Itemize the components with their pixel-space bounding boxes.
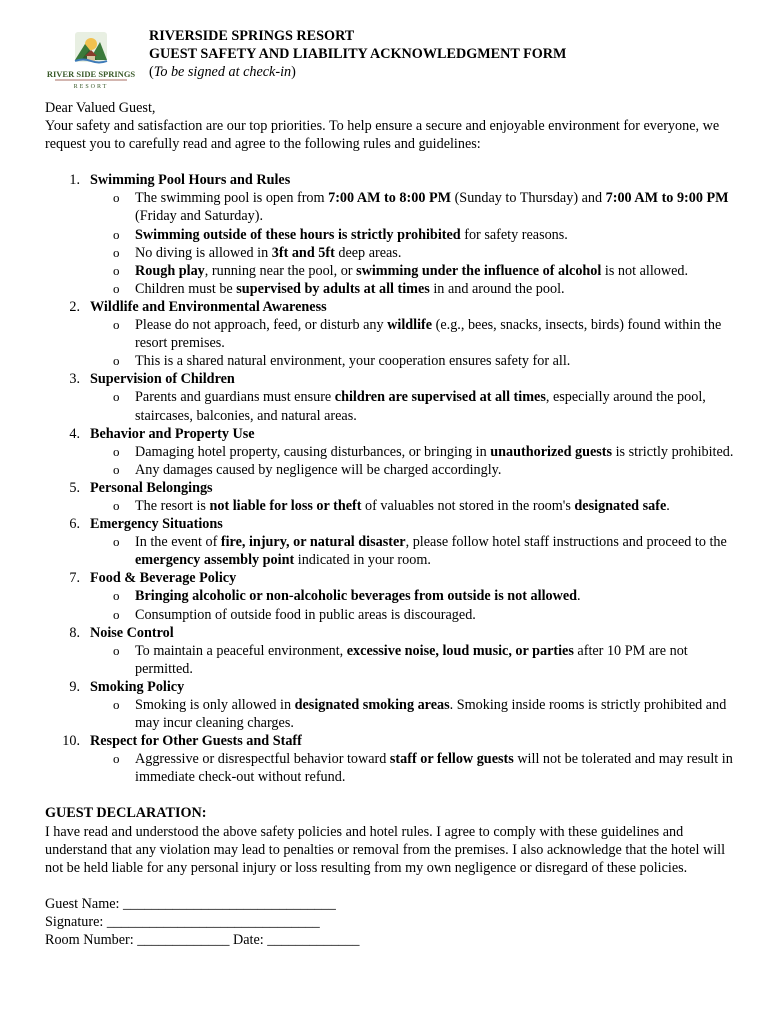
resort-logo [45,30,137,92]
rule-item [45,370,735,424]
rule-number: 1. [69,172,80,189]
body-text: in and around the pool. [429,280,565,297]
rule-subitem [90,316,735,352]
emphasis-text: Swimming outside of these hours is strictly prohibited [135,226,461,243]
rule-item [45,678,735,732]
emphasis-text: excessive noise, loud music, or parties [346,642,574,659]
declaration-title: GUEST DECLARATION: [45,805,207,822]
rule-item [45,298,735,370]
emphasis-text: fire, injury, or natural disaster [220,534,406,551]
rule-sublist [90,443,735,479]
emphasis-text: unauthorized guests [490,443,613,460]
form-note-italic: To be signed at check-in [153,64,292,80]
body-text: , running near the pool, or [204,262,357,279]
body-text: . Smoking inside rooms is strictly prohibited and may incur cleaning charges. [135,697,727,732]
emphasis-text: 7:00 AM to 9:00 PM [605,190,729,207]
rule-subitem [90,280,735,298]
bullet-icon: o [113,262,120,278]
declaration-body: I have read and understood the above safety policies and hotel rules. I agree to comply with these guidelines and understand that any violation may lead to penalties or removal from the premises. I also acknowledge that the hotel will not be held liable for any personal injury or loss resulting from my own negligence or disregard of these policies. [45,823,726,876]
emphasis-text: children are supervised at all times [334,389,546,406]
body-text: Damaging hotel property, causing disturbances, or bringing in [135,443,491,460]
bullet-icon: o [113,244,120,260]
body-text: Any damages caused by negligence will be charged accordingly. [135,461,502,478]
guest-declaration [45,804,735,876]
body-text: is not allowed. [601,262,689,279]
body-text: of valuables not stored in the room's [361,497,575,514]
rule-number: 3. [69,371,80,388]
body-text: (e.g., bees, snacks, insects, birds) found within the resort premises. [135,317,722,352]
body-text: will not be tolerated and may result in immediate check-out without refund. [135,751,733,786]
rule-subitem [90,533,735,569]
rule-sublist [90,587,735,623]
bullet-icon: o [113,226,120,242]
rule-subitem [90,226,735,244]
rule-number: 5. [69,479,80,496]
emphasis-text: Rough play [135,262,205,279]
rule-number: 6. [69,516,80,533]
document-page [45,27,735,949]
body-text: The swimming pool is open from [135,190,329,207]
rule-sublist [90,750,735,786]
emphasis-text: designated safe [574,497,667,514]
logo-subtext: RESORT [73,84,109,90]
rule-subitem [90,352,735,370]
logo-text: RIVER SIDE SPRINGS [46,69,136,79]
body-text: . [577,588,581,605]
bullet-icon: o [113,443,120,459]
rule-subitem [90,587,735,605]
form-title: GUEST SAFETY AND LIABILITY ACKNOWLEDGMENT FORM [149,46,567,62]
bullet-icon: o [113,317,120,333]
emphasis-text: Bringing alcoholic or non-alcoholic beverages from outside is not allowed [135,588,578,605]
rule-item [45,171,735,298]
rule-sublist [90,533,735,569]
intro [45,99,735,153]
bullet-icon: o [113,642,120,658]
rule-subitem [90,750,735,786]
body-text: To maintain a peaceful environment, [135,642,347,659]
emphasis-text: 7:00 AM to 8:00 PM [328,190,452,207]
rule-number: 9. [69,678,80,695]
rule-item [45,732,735,786]
room-date-field[interactable]: Room Number: _____________ Date: _____________ [45,932,360,949]
rule-sublist [90,497,735,515]
signature-section [45,895,735,949]
emphasis-text: emergency assembly point [135,552,295,569]
rule-item [45,515,735,569]
rule-sublist [90,696,735,732]
rule-subitem [90,262,735,280]
header-text [149,27,566,81]
greeting: Dear Valued Guest, [45,100,156,116]
emphasis-text: wildlife [387,317,433,334]
emphasis-text: not liable for loss or theft [209,497,362,514]
body-text: In the event of [135,534,221,551]
rule-title: Smoking Policy [90,678,185,695]
body-text: is strictly prohibited. [612,443,734,460]
rule-subitem [90,443,735,461]
rule-subitem [90,696,735,732]
rule-number: 4. [69,425,80,442]
body-text: after 10 PM are not permitted. [135,642,688,677]
body-text: This is a shared natural environment, your cooperation ensures safety for all. [135,353,571,370]
body-text: Children must be [135,280,237,297]
rule-item [45,425,735,479]
rule-number: 10. [62,733,80,750]
rule-title: Emergency Situations [90,516,223,533]
signature-field[interactable]: Signature: ______________________________ [45,913,320,930]
rule-number: 8. [69,624,80,641]
bullet-icon: o [113,534,120,550]
bullet-icon: o [113,588,120,604]
body-text: Parents and guardians must ensure [135,389,335,406]
form-header [45,27,735,91]
body-text: . [666,497,670,514]
body-text: Please do not approach, feed, or disturb any [135,317,388,334]
rule-subitem [90,606,735,624]
resort-name: RIVERSIDE SPRINGS RESORT [149,28,355,44]
form-note: (To be signed at check-in) [149,64,296,80]
emphasis-text: supervised by adults at all times [236,280,430,297]
bullet-icon: o [113,389,120,405]
rules-list [45,171,735,786]
bullet-icon: o [113,497,120,513]
rule-title: Noise Control [90,624,174,641]
rule-sublist [90,316,735,370]
rule-item [45,569,735,623]
rule-sublist [90,642,735,678]
body-text: , please follow hotel staff instructions and proceed to the [405,534,727,551]
rule-sublist [90,189,735,298]
body-text: (Sunday to Thursday) and [451,190,606,207]
rule-title: Food & Beverage Policy [90,570,237,587]
guest-name-field[interactable]: Guest Name: ______________________________ [45,895,336,912]
rule-subitem [90,244,735,262]
rule-title: Swimming Pool Hours and Rules [90,172,291,189]
rule-sublist [90,388,735,424]
rule-item [45,624,735,678]
body-text: Aggressive or disrespectful behavior toward [135,751,390,768]
bullet-icon: o [113,697,120,712]
rule-title: Supervision of Children [90,371,235,388]
rule-title: Respect for Other Guests and Staff [90,733,302,750]
body-text: Consumption of outside food in public areas is discouraged. [135,606,476,623]
body-text: , especially around the pool, staircases, balconies, and natural areas. [135,389,706,424]
body-text: Smoking is only allowed in [135,697,295,713]
emphasis-text: 3ft and 5ft [271,244,335,261]
rule-subitem [90,461,735,479]
rule-subitem [90,388,735,424]
bullet-icon: o [113,606,120,622]
bullet-icon: o [113,280,120,296]
rule-subitem [90,497,735,515]
rule-item [45,479,735,515]
body-text: (Friday and Saturday). [135,208,264,225]
body-text: indicated in your room. [294,552,431,569]
bullet-icon: o [113,751,120,767]
rule-number: 7. [69,570,80,587]
body-text: The resort is [135,497,210,514]
bullet-icon: o [113,190,120,206]
rule-title: Behavior and Property Use [90,425,255,442]
bullet-icon: o [113,353,120,369]
emphasis-text: swimming under the influence of alcohol [356,262,602,279]
rule-subitem [90,642,735,678]
rule-title: Wildlife and Environmental Awareness [90,298,327,315]
emphasis-text: staff or fellow guests [389,751,514,768]
emphasis-text: designated smoking areas [294,697,450,713]
body-text: No diving is allowed in [135,244,272,261]
rule-title: Personal Belongings [90,479,213,496]
body-text: deep areas. [334,244,402,261]
body-text: for safety reasons. [460,226,568,243]
intro-body: Your safety and satisfaction are our top priorities. To help ensure a secure and enjoyable environment for everyone, we request you to carefully read and agree to the following rules and guidelines: [45,118,720,153]
bullet-icon: o [113,461,120,477]
rule-number: 2. [69,298,80,315]
rule-subitem [90,189,735,225]
